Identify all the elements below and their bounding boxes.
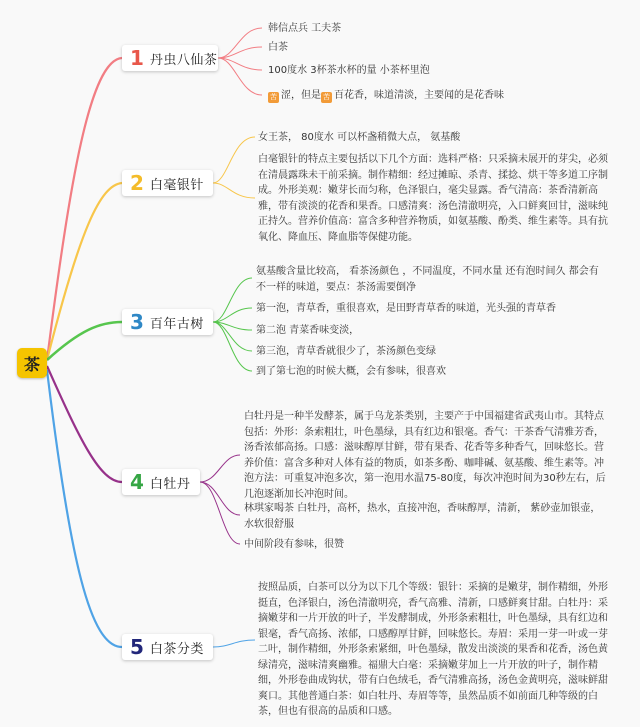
branch-number: 5	[130, 635, 144, 659]
branch-label: 百年古树	[149, 316, 204, 332]
leaf-b1-4-part1: 涩，但是	[281, 90, 321, 101]
branch-label: 白茶分类	[149, 641, 204, 657]
leaf-b4-3: 中间阶段有参味，很赞	[244, 539, 344, 550]
leaf-b1-4	[268, 88, 504, 103]
leaf-b3-1: 氨基酸含量比较高， 看茶汤颜色 ，不同温度，不同水量 还有泡时间久 都会有不一样的味道，要点：茶汤需要倒净	[256, 266, 599, 293]
leaf-b5-1: 按照品质，白茶可以分为以下几个等级：银针：采摘的是嫩芽，制作精细，外形挺直，色泽银白，汤色清澈明亮，香气高雅、清新，口感鲜爽甘甜。白牡丹：采摘嫩芽和一片开放的叶子，半发酵制成，外形条索粗壮，叶色墨绿，具有红边和银毫，香气高扬、浓郁，口感醇厚甘鲜，回味悠长。寿眉：采用一芽一叶或一芽二叶，制作精细，外形条索紧细，叶色墨绿，散发出淡淡的果香和花香，汤色黄绿清亮，滋味清爽幽雅。福鼎大白毫：采摘嫩芽加上一片开放的叶子，制作精细，外形卷曲成钩状，带有白色绒毛，香气清雅高扬，汤色金黄明亮，滋味鲜甜爽口。其他普通白茶：如白牡丹、寿眉等等，虽然品质不如前面几种等级的白茶，但也有很高的品质和口感。	[258, 582, 608, 717]
branch-label: 丹虫八仙茶	[149, 52, 218, 68]
branch-node-1[interactable]	[122, 45, 218, 71]
leaf-b1-4-part2: 百花香，味道清淡，主要闻的是花香味	[334, 90, 504, 101]
connector-root-b5	[47, 370, 122, 647]
branch-label: 白牡丹	[149, 476, 191, 492]
branch-number: 3	[130, 310, 144, 334]
leaf-b4-2: 林琪家喝茶 白牡丹，高杯，热水，直接冲泡，香味醇厚，清新， 紫砂壶加银壶，水软很舒服	[244, 503, 601, 530]
leaf-b1-2: 白茶	[268, 42, 288, 53]
branch-label: 白毫银针	[149, 177, 204, 193]
leaf-b3-5: 到了第七泡的时候大概，会有参味，很喜欢	[256, 366, 446, 377]
branch-node-4[interactable]	[122, 469, 200, 495]
bitter-tag-icon: 苦	[270, 93, 277, 101]
leaf-b3-3: 第二泡 青菜香味变淡，	[256, 325, 360, 336]
root-node[interactable]	[17, 348, 47, 378]
leaf-b1-3: 100度水 3杯茶水杯的量 小茶杯里泡	[268, 65, 430, 76]
connector-root-b4	[47, 366, 122, 482]
branch-node-3[interactable]	[122, 309, 213, 335]
leaf-b1-1: 韩信点兵 工夫茶	[268, 23, 342, 34]
root-label: 茶	[23, 354, 40, 374]
bitter-tag-icon: 苦	[323, 93, 330, 101]
branch-number: 1	[130, 46, 144, 70]
leaf-b4-1: 白牡丹是一种半发酵茶，属于乌龙茶类别，主要产于中国福建省武夷山市。其特点包括：外形：条索粗壮，叶色墨绿，具有红边和银毫。香气：干茶香气清雅芳香，汤香浓郁高扬。口感：滋味醇厚甘鲜，带有果香、花香等多种香气，回味悠长。营养价值：富含多种对人体有益的物质，如茶多酚、咖啡碱、氨基酸、维生素等。冲泡方法：可重复冲泡多次，第一泡用水温75-80度，每次冲泡时间为30秒左右，后几泡逐渐加长冲泡时间。	[244, 411, 606, 500]
branch-node-5[interactable]	[122, 634, 213, 660]
leaf-b3-2: 第一泡，青草香，重很喜欢，是田野青草香的味道，光头强的青草香	[256, 303, 556, 314]
branch-number: 4	[130, 470, 144, 494]
branch-node-2[interactable]	[122, 170, 213, 196]
leaf-b2-1: 女王茶， 80度水 可以杯盏稍微大点， 氨基酸	[258, 132, 461, 143]
leaf-b2-2: 白毫银针的特点主要包括以下几个方面：选料严格：只采摘未展开的芽尖，必须在清晨露珠未干前采摘。制作精细：经过摊晾、杀青、揉捻、烘干等多道工序制成。外形美观：嫩芽长而匀称，色泽银白，毫尖显露。香气清高：茶香清新高雅，带有淡淡的花香和果香。口感清爽：汤色清澈明亮，入口鲜爽回甘，滋味纯正持久。营养价值高：富含多种营养物质，如氨基酸、酚类、维生素等。具有抗氧化、降血压、降血脂等保健功能。	[258, 154, 608, 243]
connector-root-b3	[47, 322, 122, 360]
leaf-b3-4: 第三泡，青草香就很少了，茶汤颜色变绿	[256, 346, 436, 357]
branch-number: 2	[130, 171, 144, 195]
